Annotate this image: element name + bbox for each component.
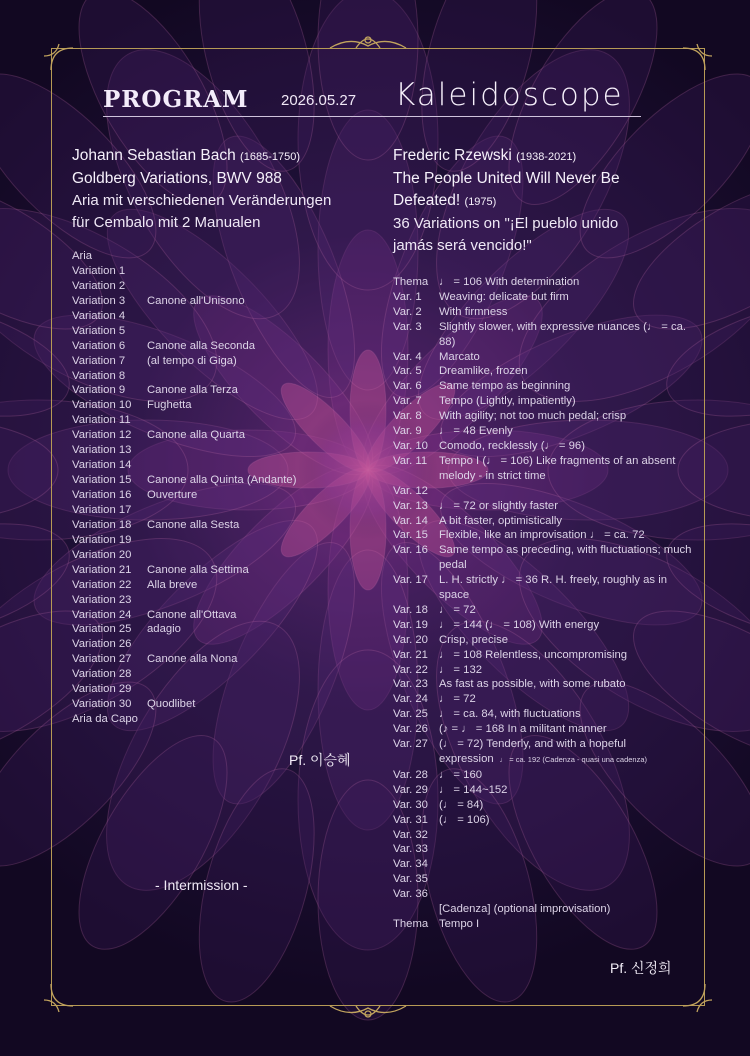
- list-item: [72, 294, 332, 309]
- variation-description: Canone alla Quarta: [147, 429, 245, 442]
- work-subtitle-1: Aria mit verschiedenen Veränderungen: [72, 192, 332, 209]
- program-label: PROGRAM: [103, 86, 249, 113]
- list-item: [393, 603, 693, 618]
- list-item: [393, 692, 693, 707]
- list-item: [72, 622, 332, 637]
- list-item: [393, 857, 693, 872]
- variation-description: [439, 737, 693, 768]
- list-item: [393, 543, 693, 573]
- variation-tempo: ♩ = 72: [439, 693, 476, 706]
- list-item: [393, 842, 693, 857]
- variation-name: Var. 5: [393, 365, 422, 378]
- variation-name: Variation 21: [72, 563, 132, 576]
- variation-description: Ouverture: [147, 489, 198, 501]
- variation-name: Variation 20: [72, 548, 132, 561]
- variation-name: Var. 20: [393, 633, 428, 646]
- variation-name: Var. 16: [393, 544, 428, 557]
- variation-description: [439, 528, 693, 543]
- variation-description: [439, 394, 693, 409]
- variation-description: [439, 798, 693, 813]
- variation-tempo: Marcato: [439, 350, 480, 363]
- variation-tempo: ♩ = ca. 84, with fluctuations: [439, 708, 581, 721]
- list-item: [393, 364, 693, 379]
- list-item: [72, 712, 332, 727]
- list-item: [393, 305, 693, 320]
- variation-description: Quodlibet: [147, 698, 196, 711]
- variation-tempo: A bit faster, optimistically: [439, 514, 563, 527]
- variation-name: Var. 24: [393, 693, 428, 706]
- variation-name: Var. 8: [393, 410, 422, 423]
- list-item: [72, 249, 332, 264]
- variation-tempo: ♩ = 106 With determination: [439, 276, 580, 288]
- variation-name: Var. 15: [393, 529, 428, 542]
- variation-name: Var. 12: [393, 484, 428, 497]
- variation-name: Var. 4: [393, 350, 422, 363]
- variation-description: [439, 350, 693, 365]
- variation-name: Variation 24: [72, 608, 132, 621]
- variation-description: [439, 813, 693, 828]
- variation-name: Var. 32: [393, 828, 428, 841]
- variation-description: [439, 484, 693, 499]
- variation-name: Var. 36: [393, 888, 428, 901]
- list-item: [72, 503, 332, 518]
- variation-description: [439, 707, 693, 722]
- variation-description: [439, 722, 693, 737]
- list-item: [72, 608, 332, 623]
- variation-description: [439, 618, 693, 633]
- variation-description: [439, 364, 693, 379]
- list-item: [393, 707, 693, 722]
- variation-tempo: Weaving: delicate but firm: [439, 290, 569, 303]
- variation-name: Variation 22: [72, 578, 132, 591]
- variation-description: [439, 768, 693, 783]
- variation-description: [439, 872, 693, 887]
- variation-tempo: (♪ = ♩ = 168 In a militant manner: [439, 723, 607, 736]
- variation-name: Variation 19: [72, 533, 132, 546]
- variation-description: [439, 424, 693, 439]
- variation-name: Var. 18: [393, 603, 428, 616]
- list-item: [393, 917, 693, 932]
- variation-tempo: With firmness: [439, 305, 508, 318]
- variation-description: [439, 842, 693, 857]
- list-item: [393, 379, 693, 394]
- header-divider: [103, 116, 641, 117]
- variation-name: Variation 25: [72, 623, 132, 636]
- list-item: [72, 369, 332, 384]
- variation-name: Var. 23: [393, 678, 428, 691]
- list-item: [393, 439, 693, 454]
- variation-description: adagio: [147, 623, 181, 636]
- performer-left: Pf. 이승혜: [289, 752, 351, 768]
- variation-description: [439, 783, 693, 798]
- list-item: [72, 652, 332, 667]
- variation-name: Variation 23: [72, 593, 132, 606]
- variation-name: Variation 15: [72, 474, 132, 487]
- variation-name: Var. 29: [393, 783, 428, 796]
- variation-name: Variation 1: [72, 264, 126, 277]
- list-item: [72, 548, 332, 563]
- list-item: [393, 902, 693, 917]
- list-item: [393, 648, 693, 663]
- variation-name: Var. 3: [393, 320, 422, 333]
- performer-right: Pf. 신정희: [610, 960, 672, 976]
- variation-name: Thema: [393, 917, 429, 930]
- composer-years: (1685-1750): [240, 151, 300, 163]
- list-item: [72, 458, 332, 473]
- list-item: [72, 637, 332, 652]
- variation-name: Variation 7: [72, 354, 126, 367]
- list-item: [393, 633, 693, 648]
- variation-description: [439, 305, 693, 320]
- list-item: [393, 409, 693, 424]
- rzewski-work-heading: [393, 145, 693, 257]
- variation-tempo: ♩ = 144~152: [439, 783, 508, 796]
- variation-tempo: Dreamlike, frozen: [439, 365, 528, 378]
- variation-description: [439, 677, 693, 692]
- list-item: [72, 697, 332, 712]
- variation-name: Variation 16: [72, 489, 132, 501]
- list-item: [72, 488, 332, 503]
- variation-description: [439, 887, 693, 902]
- variation-tempo: With agility; not too much pedal; crisp: [439, 410, 627, 423]
- list-item: [393, 828, 693, 843]
- variation-description: [439, 917, 693, 932]
- variation-name: Variation 28: [72, 668, 132, 681]
- list-item: [72, 563, 332, 578]
- variation-description: [439, 902, 693, 917]
- variation-description: Canone alla Quinta (Andante): [147, 474, 297, 487]
- variation-description: Canone alla Nona: [147, 653, 238, 666]
- list-item: [393, 424, 693, 439]
- variation-name: Var. 14: [393, 514, 428, 527]
- variation-name: Var. 22: [393, 663, 428, 676]
- variation-tempo: Same tempo as beginning: [439, 380, 571, 393]
- list-item: [393, 798, 693, 813]
- variation-tempo: ♩ = 72: [439, 603, 476, 616]
- variation-name: Aria da Capo: [72, 713, 138, 726]
- variation-name: Variation 30: [72, 698, 132, 711]
- list-item: [393, 290, 693, 305]
- variation-name: Var. 10: [393, 439, 428, 452]
- composer-years: (1938-2021): [516, 151, 577, 163]
- variation-tempo: ♩ = 48 Evenly: [439, 425, 513, 438]
- list-item: [393, 320, 693, 350]
- variation-tempo: Same tempo as preceding, with fluctuations; much pedal: [439, 544, 692, 572]
- variation-tempo: Tempo I: [439, 917, 480, 930]
- variation-description: [439, 648, 693, 663]
- variation-description: [439, 290, 693, 305]
- variation-name: Variation 17: [72, 503, 132, 516]
- list-item: [393, 737, 693, 768]
- intermission-label: - Intermission -: [155, 877, 248, 893]
- variation-tempo: ♩ = 108 Relentless, uncompromising: [439, 648, 628, 661]
- variation-tempo: Comodo, recklessly (♩ = 96): [439, 439, 585, 452]
- variation-name: Var. 11: [393, 454, 428, 467]
- variation-name: Var. 33: [393, 843, 428, 856]
- variation-description: [439, 603, 693, 618]
- variation-name: Var. 19: [393, 618, 428, 631]
- work-subtitle-2: jamás será vencido!": [393, 237, 532, 254]
- concert-date: 2026.05.27: [281, 92, 357, 109]
- composer-name: Johann Sebastian Bach (1685-1750): [72, 147, 300, 164]
- list-item: [393, 528, 693, 543]
- list-item: [72, 533, 332, 548]
- variation-description: [439, 439, 693, 454]
- variation-name: Var. 1: [393, 290, 422, 303]
- variation-name: Variation 10: [72, 399, 132, 412]
- list-item: [393, 275, 693, 290]
- list-item: [72, 383, 332, 398]
- variation-tempo: (♩ = 72) Tenderly, and with a hopeful expression: [439, 738, 627, 765]
- variation-name: Var. 17: [393, 574, 428, 587]
- work-year: (1975): [464, 196, 497, 208]
- variation-tempo: Flexible, like an improvisation ♩ = ca. 72: [439, 529, 645, 542]
- list-item: [72, 324, 332, 339]
- variation-tempo: Tempo I (♩ = 106) Like fragments of an absent melody - in strict time: [439, 454, 676, 482]
- variation-description: (al tempo di Giga): [147, 354, 237, 367]
- variation-name: Var. 30: [393, 798, 428, 811]
- variation-tempo: ♩ = 160: [439, 768, 483, 781]
- variation-name: Thema: [393, 276, 429, 288]
- variation-tempo: ♩ = 132: [439, 663, 483, 676]
- variation-description: Canone alla Seconda: [147, 339, 256, 352]
- list-item: [72, 339, 332, 354]
- variation-name: Variation 29: [72, 683, 132, 696]
- variation-description: Canone alla Settima: [147, 563, 249, 576]
- variation-description: [439, 320, 693, 350]
- variation-name: Var. 34: [393, 858, 428, 871]
- variation-note-small: ♩ = ca. 192 (Cadenza - quasi una cadenza): [499, 755, 648, 764]
- variation-name: Var. 25: [393, 708, 428, 721]
- variation-name: Variation 5: [72, 324, 126, 337]
- work-title: Goldberg Variations, BWV 988: [72, 170, 282, 187]
- program-header: [103, 77, 643, 120]
- variation-name: Variation 27: [72, 653, 132, 666]
- list-item: [393, 573, 693, 603]
- variation-name: Var. 28: [393, 768, 428, 781]
- composer-name: Frederic Rzewski (1938-2021): [393, 147, 577, 164]
- list-item: [393, 499, 693, 514]
- variation-name: Variation 13: [72, 444, 132, 457]
- variation-tempo: Tempo (Lightly, impatiently): [439, 395, 576, 408]
- variation-name: Variation 18: [72, 518, 132, 531]
- list-item: [72, 667, 332, 682]
- variation-name: Var. 35: [393, 873, 428, 886]
- variation-name: Variation 8: [72, 369, 126, 382]
- list-item: [72, 473, 332, 488]
- variation-name: Variation 12: [72, 429, 132, 442]
- work-subtitle-1: 36 Variations on "¡El pueblo unido: [393, 215, 619, 232]
- variation-name: Var. 13: [393, 499, 428, 512]
- list-item: [393, 350, 693, 365]
- variation-name: Var. 26: [393, 723, 428, 736]
- variation-name: Var. 9: [393, 425, 422, 438]
- list-item: [72, 398, 332, 413]
- variation-description: [439, 573, 693, 603]
- list-item: [72, 279, 332, 294]
- variation-name: Variation 3: [72, 294, 126, 307]
- variation-description: Canone alla Sesta: [147, 518, 240, 531]
- bach-work-heading: [72, 145, 331, 234]
- list-item: [72, 354, 332, 369]
- variation-tempo: ♩ = 72 or slightly faster: [439, 499, 558, 512]
- variation-description: [439, 857, 693, 872]
- list-item: [393, 722, 693, 737]
- variation-tempo: [Cadenza] (optional improvisation): [439, 903, 611, 916]
- variation-description: [439, 499, 693, 514]
- list-item: [393, 514, 693, 529]
- variation-description: [439, 543, 693, 573]
- variation-name: Variation 4: [72, 309, 126, 322]
- list-item: [72, 578, 332, 593]
- variation-tempo: (♩ = 84): [439, 798, 484, 811]
- variation-description: [439, 663, 693, 678]
- variation-name: Var. 27: [393, 738, 428, 751]
- concert-title: Kaleidoscope: [395, 77, 624, 113]
- variation-description: [439, 633, 693, 648]
- rzewski-variation-list: [393, 275, 693, 932]
- variation-name: Variation 11: [72, 414, 131, 427]
- variation-name: Aria: [72, 250, 93, 262]
- variation-name: Variation 26: [72, 638, 132, 651]
- work-title-1: The People United Will Never Be: [393, 170, 620, 187]
- variation-description: [439, 379, 693, 394]
- variation-description: [439, 692, 693, 707]
- goldberg-variation-list: [72, 249, 332, 727]
- variation-tempo: Slightly slower, with expressive nuances (♩ = ca. 88): [439, 320, 687, 348]
- list-item: [393, 872, 693, 887]
- list-item: [72, 593, 332, 608]
- variation-tempo: ♩ = 144 (♩ = 108) With energy: [439, 618, 600, 631]
- variation-description: [439, 409, 693, 424]
- variation-name: Var. 6: [393, 380, 422, 393]
- variation-tempo: (♩ = 106): [439, 813, 490, 826]
- variation-name: Variation 6: [72, 339, 126, 352]
- list-item: [393, 783, 693, 798]
- variation-description: Canone all'Unisono: [147, 294, 245, 307]
- variation-description: Canone all'Ottava: [147, 608, 237, 621]
- work-title-2: Defeated! (1975): [393, 192, 497, 209]
- list-item: [72, 413, 332, 428]
- variation-tempo: L. H. strictly ♩ = 36 R. H. freely, roughly as in space: [439, 574, 668, 602]
- list-item: [393, 887, 693, 902]
- variation-description: Fughetta: [147, 399, 192, 412]
- variation-description: Alla breve: [147, 578, 198, 591]
- variation-name: Var. 2: [393, 305, 422, 318]
- list-item: [72, 682, 332, 697]
- list-item: [393, 768, 693, 783]
- work-subtitle-2: für Cembalo mit 2 Manualen: [72, 214, 261, 231]
- list-item: [72, 428, 332, 443]
- variation-description: [439, 275, 693, 290]
- variation-name: Var. 31: [393, 813, 428, 826]
- list-item: [393, 618, 693, 633]
- variation-name: Variation 9: [72, 384, 126, 397]
- list-item: [393, 813, 693, 828]
- variation-tempo: As fast as possible, with some rubato: [439, 678, 626, 691]
- list-item: [72, 518, 332, 533]
- variation-name: Variation 2: [72, 279, 126, 292]
- variation-tempo: Crisp, precise: [439, 633, 509, 646]
- variation-name: Var. 7: [393, 395, 422, 408]
- variation-description: [439, 514, 693, 529]
- list-item: [393, 484, 693, 499]
- variation-description: [439, 454, 693, 484]
- variation-description: Canone alla Terza: [147, 384, 238, 397]
- list-item: [393, 394, 693, 409]
- variation-description: [439, 828, 693, 843]
- list-item: [393, 677, 693, 692]
- variation-name: Variation 14: [72, 459, 132, 472]
- list-item: [72, 443, 332, 458]
- variation-name: Var. 21: [393, 648, 428, 661]
- list-item: [393, 454, 693, 484]
- list-item: [72, 264, 332, 279]
- list-item: [72, 309, 332, 324]
- list-item: [393, 663, 693, 678]
